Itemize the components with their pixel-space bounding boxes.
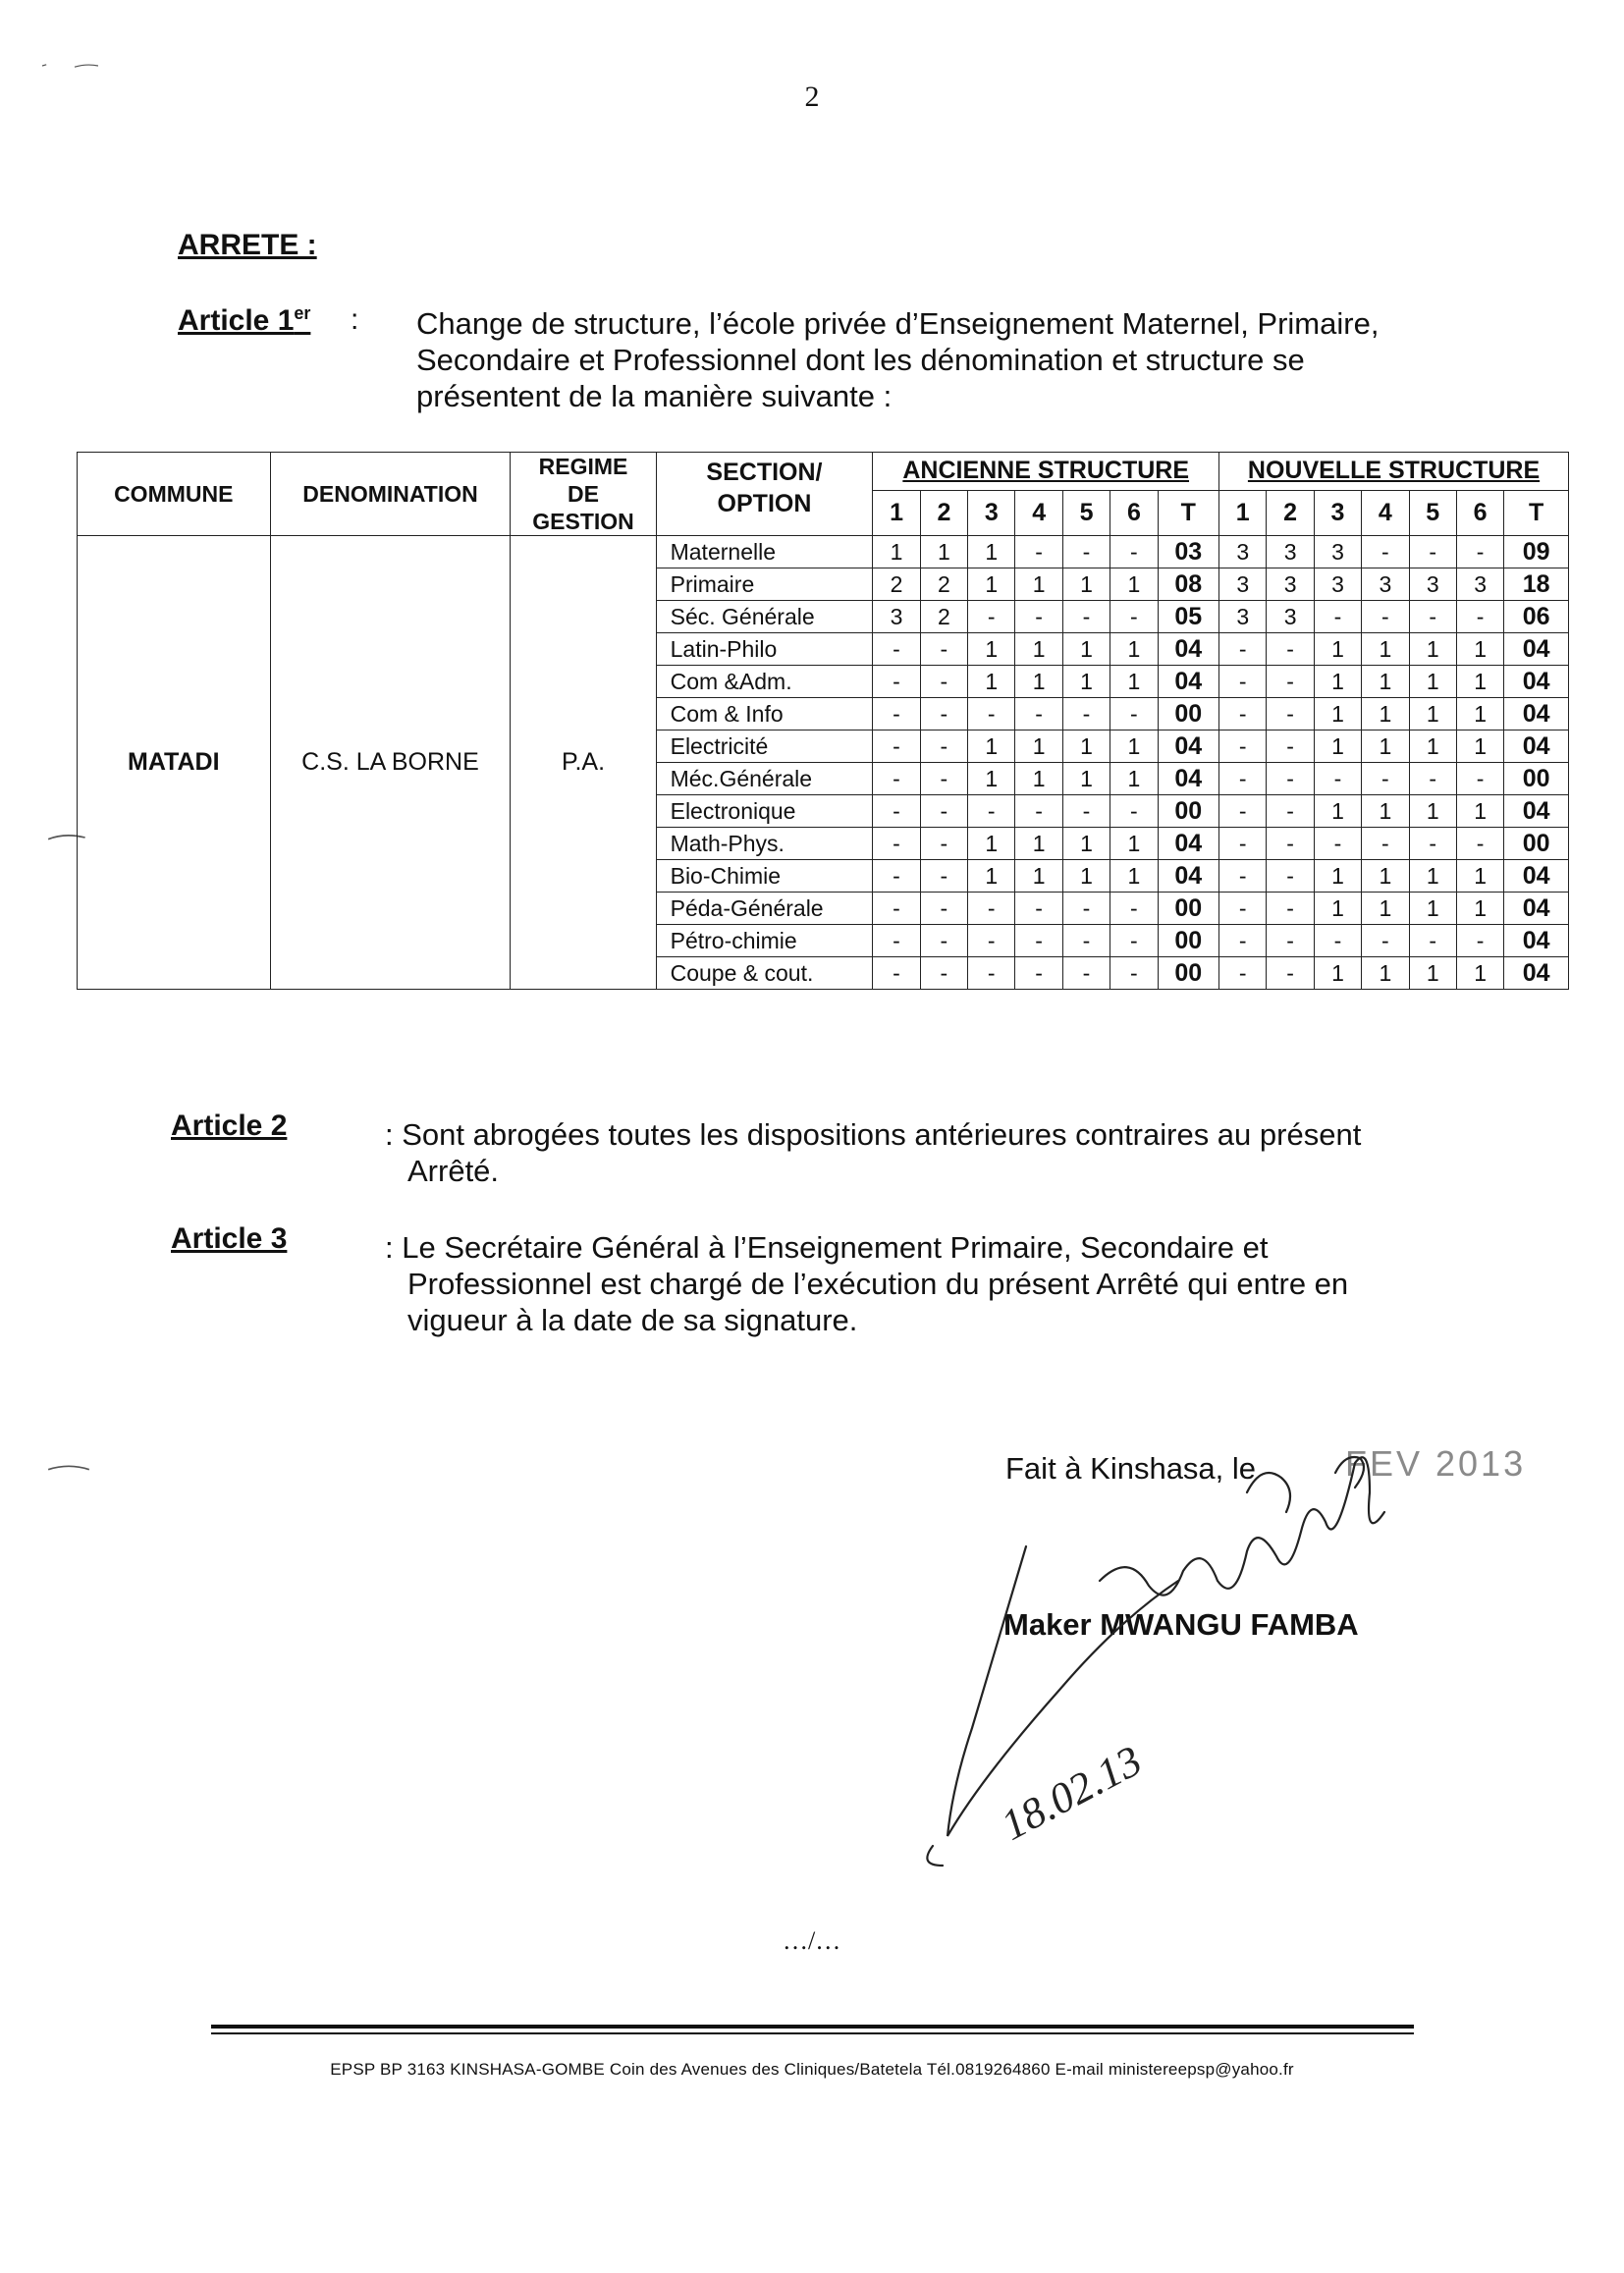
ancienne-value-cell: 1 (1110, 666, 1158, 698)
article-3-line: : Le Secrétaire Général à l’Enseignement Primaire, Secondaire et (385, 1230, 1269, 1265)
ancienne-value-cell: 1 (968, 763, 1015, 795)
nouvelle-value-cell: 1 (1314, 731, 1361, 763)
header-nouvelle-col: 1 (1219, 490, 1267, 535)
ancienne-value-cell: - (873, 633, 920, 666)
ancienne-value-cell: 1 (873, 536, 920, 568)
ancienne-value-cell: - (1015, 536, 1062, 568)
ancienne-value-cell: - (920, 893, 967, 925)
ancienne-value-cell: - (873, 957, 920, 990)
ancienne-value-cell: - (873, 860, 920, 893)
ancienne-value-cell: 05 (1158, 601, 1218, 633)
ancienne-value-cell: 1 (1062, 763, 1110, 795)
article-1-line: Secondaire et Professionnel dont les dénomination et structure se (416, 343, 1305, 377)
nouvelle-value-cell: 1 (1409, 666, 1456, 698)
option-cell: Maternelle (656, 536, 873, 568)
ancienne-value-cell: - (873, 925, 920, 957)
nouvelle-value-cell: 1 (1409, 893, 1456, 925)
header-nouvelle-col: 4 (1362, 490, 1409, 535)
ancienne-value-cell: - (1110, 925, 1158, 957)
nouvelle-value-cell: 1 (1362, 795, 1409, 828)
option-cell: Com & Info (656, 698, 873, 731)
nouvelle-value-cell: - (1267, 925, 1314, 957)
nouvelle-value-cell: 1 (1456, 666, 1503, 698)
nouvelle-value-cell: - (1456, 828, 1503, 860)
nouvelle-value-cell: 18 (1504, 568, 1569, 601)
nouvelle-value-cell: 00 (1504, 828, 1569, 860)
ancienne-value-cell: 1 (968, 828, 1015, 860)
nouvelle-value-cell: - (1267, 957, 1314, 990)
article-3-text (385, 1229, 1472, 1338)
ancienne-value-cell: - (1015, 601, 1062, 633)
header-section (656, 453, 873, 536)
ancienne-value-cell: 1 (1110, 860, 1158, 893)
option-cell: Bio-Chimie (656, 860, 873, 893)
regime-cell: P.A. (511, 536, 656, 990)
ancienne-value-cell: 1 (1062, 568, 1110, 601)
nouvelle-value-cell: - (1362, 601, 1409, 633)
nouvelle-value-cell: - (1267, 731, 1314, 763)
article-1-superscript: er (294, 303, 311, 323)
header-commune: COMMUNE (78, 453, 271, 536)
nouvelle-value-cell: 04 (1504, 633, 1569, 666)
ancienne-value-cell: - (873, 795, 920, 828)
nouvelle-value-cell: 1 (1362, 698, 1409, 731)
header-nouvelle-col: 3 (1314, 490, 1361, 535)
nouvelle-value-cell: 1 (1456, 731, 1503, 763)
ancienne-value-cell: 1 (1062, 828, 1110, 860)
ancienne-value-cell: - (968, 601, 1015, 633)
ancienne-value-cell: - (920, 633, 967, 666)
nouvelle-value-cell: 3 (1267, 601, 1314, 633)
nouvelle-value-cell: 1 (1456, 698, 1503, 731)
nouvelle-value-cell: 1 (1409, 957, 1456, 990)
nouvelle-value-cell: 1 (1409, 795, 1456, 828)
nouvelle-value-cell: 3 (1267, 536, 1314, 568)
article-3-line: Professionnel est chargé de l’exécution du présent Arrêté qui entre en (407, 1267, 1349, 1301)
arrete-heading: ARRETE : (178, 229, 317, 261)
nouvelle-value-cell: 3 (1314, 536, 1361, 568)
nouvelle-value-cell: - (1362, 828, 1409, 860)
nouvelle-value-cell: - (1456, 601, 1503, 633)
option-cell: Pétro-chimie (656, 925, 873, 957)
nouvelle-value-cell: 1 (1314, 633, 1361, 666)
ancienne-value-cell: - (968, 925, 1015, 957)
ancienne-value-cell: 04 (1158, 731, 1218, 763)
ancienne-value-cell: - (1110, 536, 1158, 568)
nouvelle-value-cell: - (1219, 763, 1267, 795)
nouvelle-value-cell: - (1267, 698, 1314, 731)
ancienne-value-cell: - (920, 860, 967, 893)
ancienne-value-cell: - (1110, 893, 1158, 925)
nouvelle-value-cell: 1 (1456, 893, 1503, 925)
ancienne-value-cell: - (1062, 698, 1110, 731)
ancienne-value-cell: 2 (873, 568, 920, 601)
ancienne-value-cell: - (920, 698, 967, 731)
header-nouvelle-col: 2 (1267, 490, 1314, 535)
ancienne-value-cell: - (873, 666, 920, 698)
nouvelle-value-cell: - (1314, 763, 1361, 795)
nouvelle-value-cell: 1 (1362, 860, 1409, 893)
ancienne-value-cell: 1 (1015, 860, 1062, 893)
ancienne-value-cell: 1 (968, 860, 1015, 893)
header-section-line: SECTION/ (706, 459, 823, 486)
ancienne-value-cell: 1 (968, 536, 1015, 568)
nouvelle-value-cell: - (1219, 860, 1267, 893)
ancienne-value-cell: - (873, 893, 920, 925)
nouvelle-value-cell: 3 (1219, 601, 1267, 633)
nouvelle-value-cell: - (1267, 795, 1314, 828)
ancienne-value-cell: 1 (1015, 731, 1062, 763)
ancienne-value-cell: - (968, 957, 1015, 990)
option-cell: Electricité (656, 731, 873, 763)
header-ancienne-col: 3 (968, 490, 1015, 535)
article-3-line: vigueur à la date de sa signature. (407, 1303, 858, 1337)
nouvelle-value-cell: 1 (1362, 731, 1409, 763)
article-2-text (385, 1116, 1472, 1189)
ancienne-value-cell: - (1110, 601, 1158, 633)
ancienne-value-cell: - (920, 828, 967, 860)
nouvelle-value-cell: - (1219, 666, 1267, 698)
nouvelle-value-cell: 1 (1409, 633, 1456, 666)
ancienne-value-cell: 00 (1158, 698, 1218, 731)
nouvelle-value-cell: - (1314, 925, 1361, 957)
nouvelle-value-cell: 1 (1362, 633, 1409, 666)
nouvelle-value-cell: - (1267, 666, 1314, 698)
nouvelle-value-cell: - (1267, 763, 1314, 795)
ancienne-value-cell: - (1015, 698, 1062, 731)
nouvelle-value-cell: 04 (1504, 731, 1569, 763)
ancienne-value-cell: - (873, 828, 920, 860)
header-ancienne-col: 6 (1110, 490, 1158, 535)
ancienne-value-cell: 1 (1110, 633, 1158, 666)
nouvelle-value-cell: - (1314, 828, 1361, 860)
ancienne-value-cell: 1 (1062, 666, 1110, 698)
nouvelle-value-cell: - (1362, 763, 1409, 795)
nouvelle-value-cell: - (1409, 536, 1456, 568)
nouvelle-value-cell: 3 (1362, 568, 1409, 601)
ancienne-value-cell: 00 (1158, 795, 1218, 828)
nouvelle-value-cell: 1 (1314, 957, 1361, 990)
ancienne-value-cell: 03 (1158, 536, 1218, 568)
nouvelle-value-cell: - (1267, 860, 1314, 893)
nouvelle-value-cell: 06 (1504, 601, 1569, 633)
ancienne-value-cell: 1 (1015, 828, 1062, 860)
option-cell: Latin-Philo (656, 633, 873, 666)
nouvelle-value-cell: - (1409, 763, 1456, 795)
option-cell: Coupe & cout. (656, 957, 873, 990)
nouvelle-value-cell: 1 (1409, 860, 1456, 893)
ancienne-value-cell: 00 (1158, 957, 1218, 990)
header-section-line: OPTION (717, 490, 812, 517)
page-number: 2 (804, 81, 820, 113)
signer-name: Maker MWANGU FAMBA (1003, 1607, 1359, 1642)
handwritten-date: 18.02.13 (993, 1736, 1150, 1850)
ancienne-value-cell: - (968, 698, 1015, 731)
ancienne-value-cell: 1 (1015, 763, 1062, 795)
nouvelle-value-cell: 3 (1456, 568, 1503, 601)
ancienne-value-cell: - (1110, 795, 1158, 828)
ancienne-value-cell: - (968, 893, 1015, 925)
ancienne-value-cell: - (920, 666, 967, 698)
nouvelle-value-cell: - (1219, 633, 1267, 666)
ancienne-value-cell: - (920, 763, 967, 795)
ancienne-value-cell: - (1015, 795, 1062, 828)
header-ancienne-structure: ANCIENNE STRUCTURE (873, 453, 1219, 491)
ancienne-value-cell: - (1015, 893, 1062, 925)
ancienne-value-cell: - (920, 731, 967, 763)
nouvelle-value-cell: 1 (1362, 957, 1409, 990)
ancienne-value-cell: - (873, 763, 920, 795)
ancienne-value-cell: - (920, 925, 967, 957)
ancienne-value-cell: 1 (1062, 731, 1110, 763)
ancienne-value-cell: 1 (1110, 828, 1158, 860)
header-ancienne-col: T (1158, 490, 1218, 535)
nouvelle-value-cell: 1 (1314, 860, 1361, 893)
header-nouvelle-col: 6 (1456, 490, 1503, 535)
ancienne-value-cell: 3 (873, 601, 920, 633)
ancienne-value-cell: 1 (1015, 633, 1062, 666)
nouvelle-value-cell: 04 (1504, 957, 1569, 990)
ancienne-value-cell: - (1015, 957, 1062, 990)
header-nouvelle-col: 5 (1409, 490, 1456, 535)
nouvelle-value-cell: - (1267, 633, 1314, 666)
ancienne-value-cell: - (873, 731, 920, 763)
ancienne-value-cell: 04 (1158, 860, 1218, 893)
ancienne-value-cell: 1 (1110, 731, 1158, 763)
article-3-label: Article 3 (171, 1222, 288, 1255)
nouvelle-value-cell: - (1219, 698, 1267, 731)
nouvelle-value-cell: 3 (1267, 568, 1314, 601)
denomination-cell: C.S. LA BORNE (270, 536, 511, 990)
header-ancienne-col: 5 (1062, 490, 1110, 535)
fait-a-kinshasa: Fait à Kinshasa, le (1005, 1451, 1257, 1486)
header-nouvelle-structure: NOUVELLE STRUCTURE (1219, 453, 1569, 491)
nouvelle-value-cell: - (1219, 957, 1267, 990)
ancienne-value-cell: 04 (1158, 763, 1218, 795)
ancienne-value-cell: 2 (920, 601, 967, 633)
header-nouvelle-col: T (1504, 490, 1569, 535)
ancienne-value-cell: - (1110, 957, 1158, 990)
ancienne-value-cell: - (873, 698, 920, 731)
ancienne-value-cell: - (1015, 925, 1062, 957)
header-regime-line: REGIME (538, 454, 628, 479)
structure-table (77, 452, 1569, 990)
nouvelle-value-cell: 3 (1219, 568, 1267, 601)
header-denomination: DENOMINATION (270, 453, 511, 536)
article-2-line: Arrêté. (407, 1154, 500, 1188)
date-stamp: FEV 2013 (1345, 1443, 1527, 1484)
ancienne-value-cell: - (1062, 601, 1110, 633)
nouvelle-value-cell: - (1409, 601, 1456, 633)
nouvelle-value-cell: 1 (1409, 731, 1456, 763)
header-regime-line: DE (568, 481, 599, 507)
nouvelle-value-cell: 1 (1456, 633, 1503, 666)
nouvelle-value-cell: - (1409, 925, 1456, 957)
nouvelle-value-cell: 04 (1504, 925, 1569, 957)
ancienne-value-cell: 1 (968, 666, 1015, 698)
nouvelle-value-cell: 1 (1456, 860, 1503, 893)
ancienne-value-cell: 1 (1062, 860, 1110, 893)
ancienne-value-cell: - (1062, 893, 1110, 925)
nouvelle-value-cell: - (1456, 536, 1503, 568)
option-cell: Electronique (656, 795, 873, 828)
option-cell: Com &Adm. (656, 666, 873, 698)
ancienne-value-cell: 1 (1015, 666, 1062, 698)
ancienne-value-cell: 2 (920, 568, 967, 601)
ancienne-value-cell: - (1062, 795, 1110, 828)
nouvelle-value-cell: 04 (1504, 860, 1569, 893)
footer-rule (211, 2025, 1414, 2029)
article-1-text (416, 305, 1475, 414)
nouvelle-value-cell: 09 (1504, 536, 1569, 568)
nouvelle-value-cell: 04 (1504, 795, 1569, 828)
scan-mark (39, 1463, 98, 1473)
ancienne-value-cell: - (1062, 925, 1110, 957)
commune-cell: MATADI (78, 536, 271, 990)
ancienne-value-cell: 1 (1015, 568, 1062, 601)
nouvelle-value-cell: - (1219, 731, 1267, 763)
nouvelle-value-cell: - (1362, 536, 1409, 568)
option-cell: Math-Phys. (656, 828, 873, 860)
nouvelle-value-cell: - (1219, 893, 1267, 925)
nouvelle-value-cell: - (1409, 828, 1456, 860)
header-ancienne-col: 2 (920, 490, 967, 535)
table-row (78, 536, 1569, 568)
ancienne-value-cell: 00 (1158, 893, 1218, 925)
ancienne-value-cell: - (1062, 957, 1110, 990)
scan-mark (39, 61, 98, 71)
header-regime (511, 453, 656, 536)
article-1-label-text: Article 1 (178, 304, 295, 337)
ancienne-value-cell: - (1110, 698, 1158, 731)
option-cell: Séc. Générale (656, 601, 873, 633)
ancienne-value-cell: 1 (1110, 763, 1158, 795)
nouvelle-value-cell: 1 (1362, 893, 1409, 925)
nouvelle-value-cell: 3 (1314, 568, 1361, 601)
nouvelle-value-cell: - (1456, 763, 1503, 795)
nouvelle-value-cell: 1 (1456, 957, 1503, 990)
nouvelle-value-cell: 04 (1504, 893, 1569, 925)
article-1-line: Change de structure, l’école privée d’Enseignement Maternel, Primaire, (416, 306, 1380, 341)
nouvelle-value-cell: 1 (1362, 666, 1409, 698)
nouvelle-value-cell: - (1267, 828, 1314, 860)
article-1-line: présentent de la manière suivante : (416, 379, 893, 413)
nouvelle-value-cell: 04 (1504, 666, 1569, 698)
nouvelle-value-cell: 1 (1314, 893, 1361, 925)
header-regime-line: GESTION (532, 509, 634, 534)
nouvelle-value-cell: - (1267, 893, 1314, 925)
nouvelle-value-cell: - (1314, 601, 1361, 633)
ancienne-value-cell: 1 (1110, 568, 1158, 601)
article-2-label: Article 2 (171, 1109, 288, 1142)
option-cell: Primaire (656, 568, 873, 601)
nouvelle-value-cell: 1 (1409, 698, 1456, 731)
nouvelle-value-cell: 1 (1314, 666, 1361, 698)
ancienne-value-cell: 08 (1158, 568, 1218, 601)
header-ancienne-col: 4 (1015, 490, 1062, 535)
continuation-mark: …/… (783, 1926, 841, 1955)
ancienne-value-cell: - (920, 957, 967, 990)
nouvelle-value-cell: - (1362, 925, 1409, 957)
nouvelle-value-cell: 3 (1409, 568, 1456, 601)
ancienne-value-cell: 04 (1158, 666, 1218, 698)
option-cell: Péda-Générale (656, 893, 873, 925)
ancienne-value-cell: 00 (1158, 925, 1218, 957)
ancienne-value-cell: - (968, 795, 1015, 828)
ancienne-value-cell: 04 (1158, 828, 1218, 860)
nouvelle-value-cell: 3 (1219, 536, 1267, 568)
nouvelle-value-cell: 00 (1504, 763, 1569, 795)
footer-rule (211, 2032, 1414, 2034)
article-1-label (178, 303, 310, 338)
ancienne-value-cell: - (920, 795, 967, 828)
nouvelle-value-cell: 1 (1314, 795, 1361, 828)
article-2-line: : Sont abrogées toutes les dispositions antérieures contraires au présent (385, 1117, 1362, 1152)
ancienne-value-cell: 04 (1158, 633, 1218, 666)
ancienne-value-cell: 1 (968, 568, 1015, 601)
ancienne-value-cell: 1 (968, 633, 1015, 666)
handwritten-signature (923, 1434, 1532, 1875)
ancienne-value-cell: 1 (1062, 633, 1110, 666)
header-ancienne-col: 1 (873, 490, 920, 535)
article-1-colon: : (351, 303, 359, 336)
ancienne-value-cell: 1 (920, 536, 967, 568)
ancienne-value-cell: 1 (968, 731, 1015, 763)
nouvelle-value-cell: 1 (1314, 698, 1361, 731)
ancienne-value-cell: - (1062, 536, 1110, 568)
nouvelle-value-cell: - (1219, 925, 1267, 957)
nouvelle-value-cell: - (1219, 828, 1267, 860)
nouvelle-value-cell: - (1219, 795, 1267, 828)
option-cell: Méc.Générale (656, 763, 873, 795)
footer-address: EPSP BP 3163 KINSHASA-GOMBE Coin des Avenues des Cliniques/Batetela Tél.0819264860 E-mail ministereepsp@yahoo.fr (330, 2060, 1294, 2079)
nouvelle-value-cell: - (1456, 925, 1503, 957)
nouvelle-value-cell: 1 (1456, 795, 1503, 828)
nouvelle-value-cell: 04 (1504, 698, 1569, 731)
